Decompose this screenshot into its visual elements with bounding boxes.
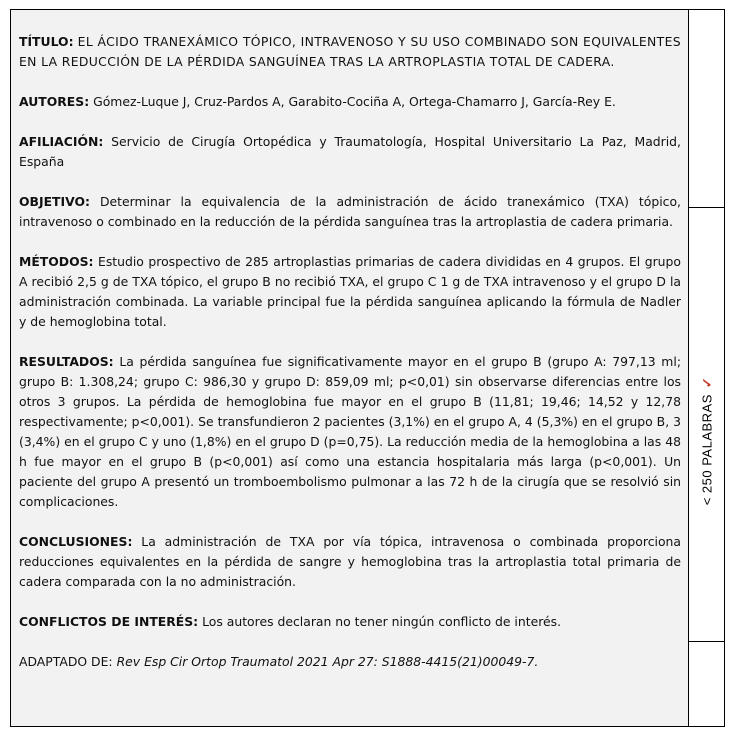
adaptado-citation: Rev Esp Cir Ortop Traumatol 2021 Apr 27: S1888-4415(21)00049-7. [116,654,539,669]
adaptado-label: ADAPTADO DE: [19,654,113,669]
column-divider-top [689,207,724,208]
autores-section: AUTORES: Gómez-Luque J, Cruz-Pardos A, Garabito-Cociña A, Ortega-Chamarro J, García-Rey E. [19,94,616,109]
afiliacion-text: Servicio de Cirugía Ortopédica y Traumatología, Hospital Universitario La Paz, Madrid, España [19,134,681,169]
column-divider-bottom [689,641,724,642]
resultados-text: La pérdida sanguínea fue significativamente mayor en el grupo B (grupo A: 797,13 ml; grupo B: 1.308,24; grupo C: 986,30 y grupo D: 859,09 ml; p<0,01) sin observarse diferencias entre los otros 3 grupos. La pérdida de hemoglobina fue mayor en el grupo B (11,81; 19,46; 14,52 y 12,78 respectivamente; p<0,001). Se transfundieron 2 pacientes (3,1%) en el grupo A, 4 (5,3%) en el grupo B, 3 (3,4%) en el grupo C y uno (1,8%) en el grupo D (p=0,75). La reducción media de la hemoglobina a las 48 h fue mayor en el grupo B (p<0,001) así como una estancia hospitalaria más larga (p<0,001). Un paciente del grupo A presentó un tromboembolismo pulmonar a las 72 h de la cirugía que se resolvió sin complicaciones. [19,354,681,509]
conflictos-label: CONFLICTOS DE INTERÉS [19,614,194,629]
adaptado-section [19,652,681,672]
conclusiones-label: CONCLUSIONES [19,534,128,549]
abstract-panel [11,10,689,726]
conclusiones-text: La administración de TXA por vía tópica, intravenosa o combinada proporciona reducciones equivalentes en la pérdida de sangre y hemoglobina tras la artroplastia total primaria de cadera comparada con la no administración. [19,534,681,589]
titulo-label: TÍTULO [19,34,69,49]
word-limit-label-wrap [692,376,722,506]
autores-label: AUTORES [19,94,85,109]
titulo-section: TÍTULO: EL ÁCIDO TRANEXÁMICO TÓPICO, INTRAVENOSO Y SU USO COMBINADO SON EQUIVALENTES EN LA REDUCCIÓN DE LA PÉRDIDA SANGUÍNEA TRAS LA ARTROPLASTIA TOTAL DE CADERA. [19,34,681,69]
conflictos-text: Los autores declaran no tener ningún conflicto de interés. [202,614,562,629]
word-limit-column [689,10,724,726]
titulo-text: EL ÁCIDO TRANEXÁMICO TÓPICO, INTRAVENOSO Y SU USO COMBINADO SON EQUIVALENTES EN LA REDUCCIÓN DE LA PÉRDIDA SANGUÍNEA TRAS LA ARTROPLASTIA TOTAL DE CADERA. [19,34,681,69]
afiliacion-label: AFILIACIÓN [19,134,99,149]
objetivo-label: OBJETIVO [19,194,86,209]
objetivo-text: Determinar la equivalencia de la administración de ácido tranexámico (TXA) tópico, intravenoso o combinado en la reducción de la pérdida sanguínea tras la artroplastia de cadera primaria. [19,194,681,229]
abstract-frame [10,9,725,727]
metodos-text: Estudio prospectivo de 285 artroplastias primarias de cadera divididas en 4 grupos. El grupo A recibió 2,5 g de TXA tópico, el grupo B no recibió TXA, el grupo C 1 g de TXA intravenoso y el grupo D la administración combinada. La variable principal fue la pérdida sanguínea aplicando la fórmula de Nadler y de hemoglobina total. [19,254,681,329]
metodos-section: MÉTODOS: Estudio prospectivo de 285 artroplastias primarias de cadera divididas en 4 grupos. El grupo A recibió 2,5 g de TXA tópico, el grupo B no recibió TXA, el grupo C 1 g de TXA intravenoso y el grupo D la administración combinada. La variable principal fue la pérdida sanguínea aplicando la fórmula de Nadler y de hemoglobina total. [19,254,681,329]
metodos-label: MÉTODOS [19,254,89,269]
word-limit-label: < 250 PALABRAS [699,394,714,506]
abstract-content [19,32,681,692]
check-mark-icon: ✓ [699,376,714,389]
resultados-section: RESULTADOS: La pérdida sanguínea fue significativamente mayor en el grupo B (grupo A: 797,13 ml; grupo B: 1.308,24; grupo C: 986,30 y grupo D: 859,09 ml; p<0,01) sin observarse diferencias entre los otros 3 grupos. La pérdida de hemoglobina fue mayor en el grupo B (11,81; 19,46; 14,52 y 12,78 respectivamente; p<0,001). Se transfundieron 2 pacientes (3,1%) en el grupo A, 4 (5,3%) en el grupo B, 3 (3,4%) en el grupo C y uno (1,8%) en el grupo D (p=0,75). La reducción media de la hemoglobina a las 48 h fue mayor en el grupo B (p<0,001) así como una estancia hospitalaria más larga (p<0,001). Un paciente del grupo A presentó un tromboembolismo pulmonar a las 72 h de la cirugía que se resolvió sin complicaciones. [19,354,681,509]
autores-text: Gómez-Luque J, Cruz-Pardos A, Garabito-Cociña A, Ortega-Chamarro J, García-Rey E. [93,94,616,109]
objetivo-section: OBJETIVO: Determinar la equivalencia de la administración de ácido tranexámico (TXA) tópico, intravenoso o combinado en la reducción de la pérdida sanguínea tras la artroplastia de cadera primaria. [19,194,681,229]
afiliacion-section: AFILIACIÓN: Servicio de Cirugía Ortopédica y Traumatología, Hospital Universitario La Paz, Madrid, España [19,134,681,169]
conflictos-section: CONFLICTOS DE INTERÉS: Los autores declaran no tener ningún conflicto de interés. [19,614,562,629]
resultados-label: RESULTADOS [19,354,109,369]
conclusiones-section: CONCLUSIONES: La administración de TXA por vía tópica, intravenosa o combinada proporciona reducciones equivalentes en la pérdida de sangre y hemoglobina tras la artroplastia total primaria de cadera comparada con la no administración. [19,534,681,589]
